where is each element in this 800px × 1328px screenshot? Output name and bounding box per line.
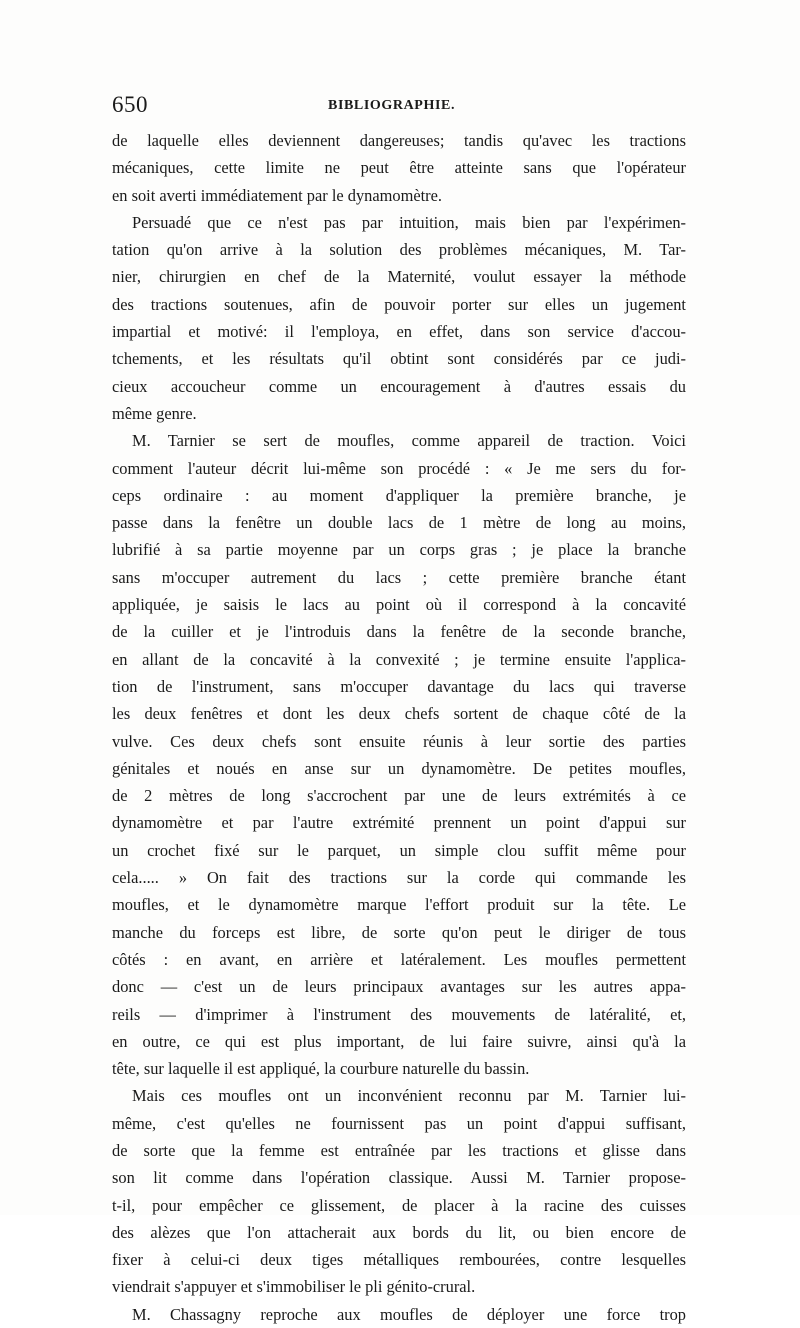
text-line: moufles, et le dynamomètre marque l'effort produit sur la tête. Le xyxy=(112,895,686,915)
text-line: fixer à celui-ci deux tiges métalliques rembourées, contre lesquelles xyxy=(112,1250,686,1270)
text-line: Persuadé que ce n'est pas par intuition, mais bien par l'expérimen- xyxy=(132,212,686,232)
text-line: les deux fenêtres et dont les deux chefs sortent de chaque côté de la xyxy=(112,704,686,724)
page-number: 650 xyxy=(112,92,148,117)
text-line: tchements, et les résultats qu'il obtint sont considérés par ce judi- xyxy=(112,349,686,369)
text-line: en allant de la concavité à la convexité ; je termine ensuite l'applica- xyxy=(112,649,686,669)
text-line: tation qu'on arrive à la solution des problèmes mécaniques, M. Tar- xyxy=(112,240,686,260)
running-title: BIBLIOGRAPHIE. xyxy=(328,98,456,113)
text-line: dynamomètre et par l'autre extrémité prennent un point d'appui sur xyxy=(112,813,686,833)
page-header xyxy=(112,92,686,122)
text-line: Mais ces moufles ont un inconvénient reconnu par M. Tarnier lui- xyxy=(132,1086,686,1106)
text-line: comment l'auteur décrit lui-même son procédé : « Je me sers du for- xyxy=(112,458,686,478)
text-line: viendrait s'appuyer et s'immobiliser le pli génito-crural. xyxy=(112,1277,476,1297)
text-line: tête, sur laquelle il est appliqué, la courbure naturelle du bassin. xyxy=(112,1059,530,1079)
body-text xyxy=(112,127,686,1328)
text-line: cieux accoucheur comme un encouragement à d'autres essais du xyxy=(112,376,686,396)
text-line: tion de l'instrument, sans m'occuper davantage du lacs qui traverse xyxy=(112,676,686,696)
text-line: passe dans la fenêtre un double lacs de 1 mètre de long au moins, xyxy=(112,513,686,533)
text-line: de sorte que la femme est entraînée par les tractions et glisse dans xyxy=(112,1140,686,1160)
text-line: des tractions soutenues, afin de pouvoir porter sur elles un jugement xyxy=(112,294,686,314)
text-line: un crochet fixé sur le parquet, un simple clou suffit même pour xyxy=(112,840,686,860)
text-line: génitales et noués en anse sur un dynamomètre. De petites moufles, xyxy=(112,758,686,778)
text-line: manche du forceps est libre, de sorte qu'on peut le diriger de tous xyxy=(112,922,686,942)
text-line: en outre, ce qui est plus important, de lui faire suivre, ainsi qu'à la xyxy=(112,1031,686,1051)
text-line: reils — d'imprimer à l'instrument des mouvements de latéralité, et, xyxy=(112,1004,686,1024)
text-line: cela..... » On fait des tractions sur la corde qui commande les xyxy=(112,868,686,888)
text-line: appliquée, je saisis le lacs au point où il correspond à la concavité xyxy=(112,595,686,615)
text-line: M. Chassagny reproche aux moufles de déployer une force trop xyxy=(132,1304,686,1324)
text-line: lubrifié à sa partie moyenne par un corps gras ; je place la branche xyxy=(112,540,686,560)
text-line: des alèzes que l'on attacherait aux bords du lit, ou bien encore de xyxy=(112,1222,686,1242)
text-line: sans m'occuper autrement du lacs ; cette première branche étant xyxy=(112,567,686,587)
text-line: vulve. Ces deux chefs sont ensuite réunis à leur sortie des parties xyxy=(112,731,686,751)
text-line: mécaniques, cette limite ne peut être atteinte sans que l'opérateur xyxy=(112,158,686,178)
text-line: même, c'est qu'elles ne fournissent pas un point d'appui suffisant, xyxy=(112,1113,686,1133)
text-line: t-il, pour empêcher ce glissement, de placer à la racine des cuisses xyxy=(112,1195,686,1215)
text-line: M. Tarnier se sert de moufles, comme appareil de traction. Voici xyxy=(132,431,686,451)
text-line: même genre. xyxy=(112,403,197,423)
text-line: de laquelle elles deviennent dangereuses; tandis qu'avec les tractions xyxy=(112,131,686,150)
text-line: en soit averti immédiatement par le dynamomètre. xyxy=(112,185,442,205)
text-line: de 2 mètres de long s'accrochent par une de leurs extrémités à ce xyxy=(112,786,686,806)
text-line: donc — c'est un de leurs principaux avantages sur les autres appa- xyxy=(112,977,686,997)
text-line: son lit comme dans l'opération classique. Aussi M. Tarnier propose- xyxy=(112,1168,686,1188)
text-line: de la cuiller et je l'introduis dans la fenêtre de la seconde branche, xyxy=(112,622,686,642)
text-line: impartial et motivé: il l'employa, en effet, dans son service d'accou- xyxy=(112,322,686,342)
text-line: ceps ordinaire : au moment d'appliquer la première branche, je xyxy=(112,485,686,505)
text-line: côtés : en avant, en arrière et latéralement. Les moufles permettent xyxy=(112,949,686,969)
text-line: nier, chirurgien en chef de la Maternité, voulut essayer la méthode xyxy=(112,267,686,287)
